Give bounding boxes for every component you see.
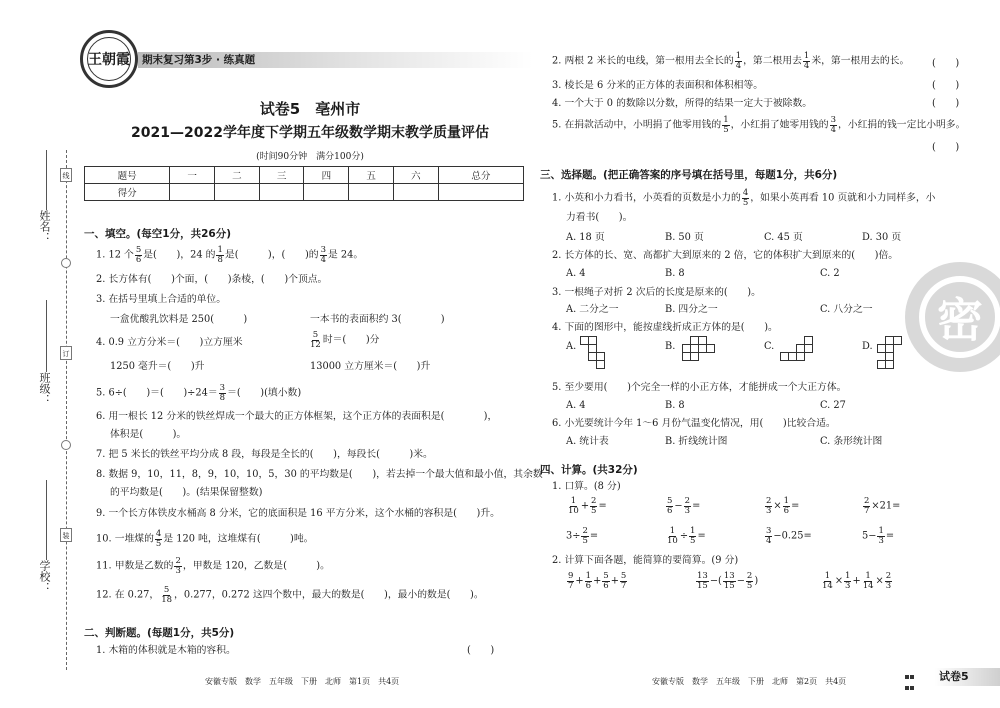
question-7: 7. 把 5 米长的铁丝平均分成 8 段，每段是全长的( )，每段长( )米。 bbox=[96, 449, 433, 460]
q-text: 5. 在捐款活动中，小明捐了他零用钱的 bbox=[552, 119, 722, 131]
school-underline bbox=[46, 480, 47, 560]
question-3a: 一盒优酸乳饮料是 250( ) bbox=[110, 314, 248, 325]
judge-4-paren[interactable]: ( ) bbox=[932, 98, 960, 109]
calc-item: $\frac{3}{4}$ −0.25= bbox=[766, 526, 812, 546]
q-text: 1. 小英和小力看书，小英看的页数是小力的 bbox=[552, 192, 741, 204]
fraction-5-6: $\frac{5}{6}$ bbox=[135, 245, 142, 265]
binding-hole bbox=[61, 440, 71, 450]
choice-3-option-b[interactable]: B. 四分之一 bbox=[665, 304, 718, 315]
judge-5 bbox=[552, 116, 965, 134]
score-input-cell[interactable] bbox=[214, 184, 259, 201]
q-text: ，小红捐的钱一定比小明多。 bbox=[838, 119, 966, 131]
q-text: 时＝( )分 bbox=[322, 334, 380, 346]
calc-simplify-title: 2. 计算下面各题，能简算的要简算。(9 分) bbox=[552, 555, 739, 566]
choice-5-option-c[interactable]: C. 27 bbox=[820, 400, 846, 411]
calc-item: $\frac{2}{3}$ × $\frac{1}{6}$ = bbox=[766, 496, 800, 516]
score-cell: 一 bbox=[170, 167, 215, 184]
page-marker-squares bbox=[905, 672, 915, 694]
score-value-row bbox=[85, 184, 524, 201]
choice-5-option-b[interactable]: B. 8 bbox=[665, 400, 685, 411]
binding-dashed-line bbox=[66, 150, 67, 670]
calc-item: $\frac{9}{7}$ + $\frac{1}{6}$ + $\frac{5}{6}$ + $\frac{5}{7}$ bbox=[568, 571, 627, 591]
choice-3: 3. 一根绳子对折 2 次后的长度是原来的( )。 bbox=[552, 287, 761, 298]
calc-item: $\frac{1}{10}$ + $\frac{2}{5}$ = bbox=[568, 496, 607, 516]
score-cell: 六 bbox=[393, 167, 438, 184]
fraction-2-3: $\frac{2}{3}$ bbox=[175, 556, 181, 576]
fraction-5-18: $\frac{5}{18}$ bbox=[161, 585, 173, 605]
score-input-cell[interactable] bbox=[259, 184, 304, 201]
calc-item: 5− $\frac{1}{3}$ = bbox=[862, 526, 895, 546]
question-5 bbox=[96, 384, 301, 402]
choice-1-cont: 力看书( )。 bbox=[566, 212, 633, 223]
q-text: 10. 一堆煤的 bbox=[96, 533, 154, 545]
q-text: 1. 12 个 bbox=[96, 249, 134, 261]
header-tag: 期末复习第3步 · 练真题 bbox=[142, 54, 256, 66]
choice-5-option-a[interactable]: A. 4 bbox=[566, 400, 586, 411]
calc-item: 3÷ $\frac{2}{5}$ = bbox=[566, 526, 599, 546]
question-1 bbox=[96, 246, 363, 264]
q-text: 11. 甲数是乙数的 bbox=[96, 560, 174, 572]
judge-3-paren[interactable]: ( ) bbox=[932, 80, 960, 91]
q-text: 是 120 吨，这堆煤有( )吨。 bbox=[163, 533, 314, 545]
q-text: 5. 6÷( )＝( )÷24＝ bbox=[96, 387, 218, 399]
fraction-1-8: $\frac{1}{8}$ bbox=[217, 245, 223, 265]
fraction-4-5: $\frac{4}{5}$ bbox=[742, 188, 749, 208]
question-10 bbox=[96, 530, 313, 548]
choice-1 bbox=[552, 189, 935, 207]
calc-item: $\frac{1}{10}$ ÷ $\frac{1}{5}$ = bbox=[667, 526, 706, 546]
q-text: 2. 两根 2 米长的电线，第一根用去全长的 bbox=[552, 55, 734, 67]
choice-2-option-c[interactable]: C. 2 bbox=[820, 268, 840, 279]
score-cell: 二 bbox=[214, 167, 259, 184]
score-input-cell[interactable] bbox=[170, 184, 215, 201]
question-3b: 一本书的表面积约 3( ) bbox=[310, 314, 445, 325]
choice-5: 5. 至少要用( )个完全一样的小正方体，才能拼成一个大正方体。 bbox=[552, 382, 847, 393]
score-cell: 总分 bbox=[438, 167, 523, 184]
calc-item: $\frac{2}{7}$ ×21= bbox=[864, 496, 901, 516]
fraction-1-4: $\frac{1}{4}$ bbox=[735, 51, 742, 71]
choice-1-option-d[interactable]: D. 30 页 bbox=[862, 232, 902, 243]
question-2: 2. 长方体有( )个面，( )条棱，( )个顶点。 bbox=[96, 274, 328, 285]
choice-6-option-b[interactable]: B. 折线统计图 bbox=[665, 436, 728, 447]
name-underline bbox=[46, 150, 47, 210]
section-calculation: 四、计算。(共32分) bbox=[540, 464, 638, 476]
logo-text: 王朝霞 bbox=[87, 37, 131, 81]
question-11 bbox=[96, 557, 330, 575]
choice-2-option-b[interactable]: B. 8 bbox=[665, 268, 685, 279]
section-true-false: 二、判断题。(每题1分，共5分) bbox=[84, 627, 235, 639]
binding-box-fix: 装 bbox=[60, 528, 72, 542]
section-choice: 三、选择题。(把正确答案的序号填在括号里，每题1分，共6分) bbox=[540, 169, 838, 181]
name-label: 姓名： bbox=[38, 210, 51, 243]
judge-1-paren[interactable]: ( ) bbox=[467, 645, 495, 656]
secret-watermark bbox=[905, 262, 1000, 372]
choice-6: 6. 小光要统计今年 1～6 月份气温变化情况，用( )比较合适。 bbox=[552, 418, 836, 429]
q-text: ＝( )(填小数) bbox=[227, 387, 302, 399]
question-4c: 1250 毫升＝( )升 bbox=[110, 361, 205, 372]
fraction-4-5: $\frac{4}{5}$ bbox=[155, 529, 162, 549]
binding-box-line: 线 bbox=[60, 168, 72, 182]
q-text: ，第二根用去 bbox=[743, 55, 802, 67]
watermark-glyph: 密 bbox=[919, 276, 1000, 358]
paper-title: 试卷5 亳州市 bbox=[259, 100, 361, 118]
choice-1-option-c[interactable]: C. 45 页 bbox=[764, 232, 803, 243]
question-9: 9. 一个长方体铁皮水桶高 8 分米，它的底面积是 16 平方分米，这个水桶的容积是( )升。 bbox=[96, 508, 500, 519]
choice-2-option-a[interactable]: A. 4 bbox=[566, 268, 586, 279]
score-table bbox=[84, 166, 524, 201]
choice-4-option-a[interactable]: A. bbox=[566, 341, 577, 352]
binding-hole bbox=[61, 258, 71, 268]
question-3: 3. 在括号里填上合适的单位。 bbox=[96, 294, 227, 305]
score-input-cell[interactable] bbox=[304, 184, 349, 201]
q-text: ，如果小英再看 10 页就和小力同样多，小 bbox=[750, 192, 936, 204]
q-text: ，甲数是 120，乙数是( )。 bbox=[182, 560, 330, 572]
score-cell: 得分 bbox=[85, 184, 170, 201]
question-4d: 13000 立方厘米＝( )升 bbox=[310, 361, 431, 372]
question-8b: 的平均数是( )。(结果保留整数) bbox=[110, 487, 263, 498]
choice-1-option-a[interactable]: A. 18 页 bbox=[566, 232, 605, 243]
judge-2 bbox=[552, 52, 909, 70]
question-6a: 6. 用一根长 12 分米的铁丝焊成一个最大的正方体框架，这个正方体的表面积是( )， bbox=[96, 411, 498, 422]
question-4a: 4. 0.9 立方分米＝( )立方厘米 bbox=[96, 337, 243, 348]
q-text: 12. 在 0.27， bbox=[96, 589, 160, 601]
choice-6-option-a[interactable]: A. 统计表 bbox=[566, 436, 609, 447]
binding-box-order: 订 bbox=[60, 346, 72, 360]
fraction-1-5: $\frac{1}{5}$ bbox=[723, 115, 729, 135]
fraction-3-8: $\frac{3}{8}$ bbox=[219, 383, 226, 403]
choice-3-option-a[interactable]: A. 二分之一 bbox=[566, 304, 619, 315]
choice-3-option-c[interactable]: C. 八分之一 bbox=[820, 304, 873, 315]
calc-item: $\frac{5}{6}$ − $\frac{2}{3}$ = bbox=[667, 496, 701, 516]
choice-4-option-b[interactable]: B. bbox=[665, 341, 676, 352]
question-6b: 体积是( )。 bbox=[110, 429, 187, 440]
choice-1-option-b[interactable]: B. 50 页 bbox=[665, 232, 704, 243]
fraction-1-4: $\frac{1}{4}$ bbox=[803, 51, 810, 71]
q-text: 是( )，( )的 bbox=[224, 249, 319, 261]
paper-subtitle: 2021—2022学年度下学期五年级数学期末教学质量评估 bbox=[131, 125, 489, 141]
score-input-cell[interactable] bbox=[393, 184, 438, 201]
q-text: 是 24。 bbox=[328, 249, 364, 261]
class-underline bbox=[46, 300, 47, 372]
q-text: 是( )，24 的 bbox=[143, 249, 216, 261]
fraction-3-4: $\frac{3}{4}$ bbox=[830, 115, 837, 135]
judge-1: 1. 木箱的体积就是木箱的容积。 bbox=[96, 645, 236, 656]
fraction-3-4: $\frac{3}{4}$ bbox=[320, 245, 326, 265]
brand-logo bbox=[80, 30, 138, 88]
score-cell: 四 bbox=[304, 167, 349, 184]
page-footer-2: 安徽专版 数学 五年级 下册 北师 第2页 共4页 bbox=[652, 677, 847, 686]
score-cell: 三 bbox=[259, 167, 304, 184]
q-text: ，小红捐了她零用钱的 bbox=[730, 119, 829, 131]
choice-4: 4. 下面的图形中，能按虚线折成正方体的是( )。 bbox=[552, 322, 778, 333]
judge-2-paren[interactable]: ( ) bbox=[932, 58, 960, 69]
score-input-cell[interactable] bbox=[438, 184, 523, 201]
score-cell: 五 bbox=[349, 167, 394, 184]
calc-oral-title: 1. 口算。(8 分) bbox=[552, 481, 621, 492]
page-footer-1: 安徽专版 数学 五年级 下册 北师 第1页 共4页 bbox=[205, 677, 400, 686]
choice-4-option-c[interactable]: C. bbox=[764, 341, 775, 352]
fraction-5-12: $\frac{5}{12}$ bbox=[310, 330, 321, 350]
judge-3: 3. 棱长是 6 分米的正方体的表面积和体积相等。 bbox=[552, 80, 764, 91]
calc-item: $\frac{1}{14}$ × $\frac{1}{3}$ + $\frac{1}{14}$ × $\frac{2}{3}$ bbox=[822, 571, 892, 591]
q-text: ，0.277，0.272 这四个数中，最大的数是( )，最小的数是( )。 bbox=[174, 589, 484, 601]
school-label: 学校： bbox=[38, 560, 51, 593]
judge-5-paren[interactable]: ( ) bbox=[932, 142, 960, 153]
q-text: 米，第一根用去的长。 bbox=[811, 55, 910, 67]
page-tab: 试卷5 bbox=[935, 668, 1000, 686]
judge-4: 4. 一个大于 0 的数除以分数，所得的结果一定大于被除数。 bbox=[552, 98, 813, 109]
choice-4-option-d[interactable]: D. bbox=[862, 341, 873, 352]
class-label: 班级： bbox=[38, 372, 51, 405]
score-header-row bbox=[85, 167, 524, 184]
choice-2: 2. 长方体的长、宽、高都扩大到原来的 2 倍，它的体积扩大到原来的( )倍。 bbox=[552, 250, 899, 261]
score-input-cell[interactable] bbox=[349, 184, 394, 201]
section-fill-blank: 一、填空。(每空1分，共26分) bbox=[84, 228, 232, 240]
question-8a: 8. 数据 9，10，11，8，9，10，10，5，30 的平均数是( )，若去掉一个最大值和最小值，其余数 bbox=[96, 469, 543, 480]
question-12 bbox=[96, 586, 484, 604]
question-4b bbox=[308, 331, 379, 349]
score-cell: 题号 bbox=[85, 167, 170, 184]
time-score-note: (时间90分钟 满分100分) bbox=[256, 152, 364, 162]
choice-6-option-c[interactable]: C. 条形统计图 bbox=[820, 436, 883, 447]
calc-item: $\frac{13}{15}$ −( $\frac{13}{15}$ − $\frac{2}{5}$ ) bbox=[697, 571, 759, 591]
